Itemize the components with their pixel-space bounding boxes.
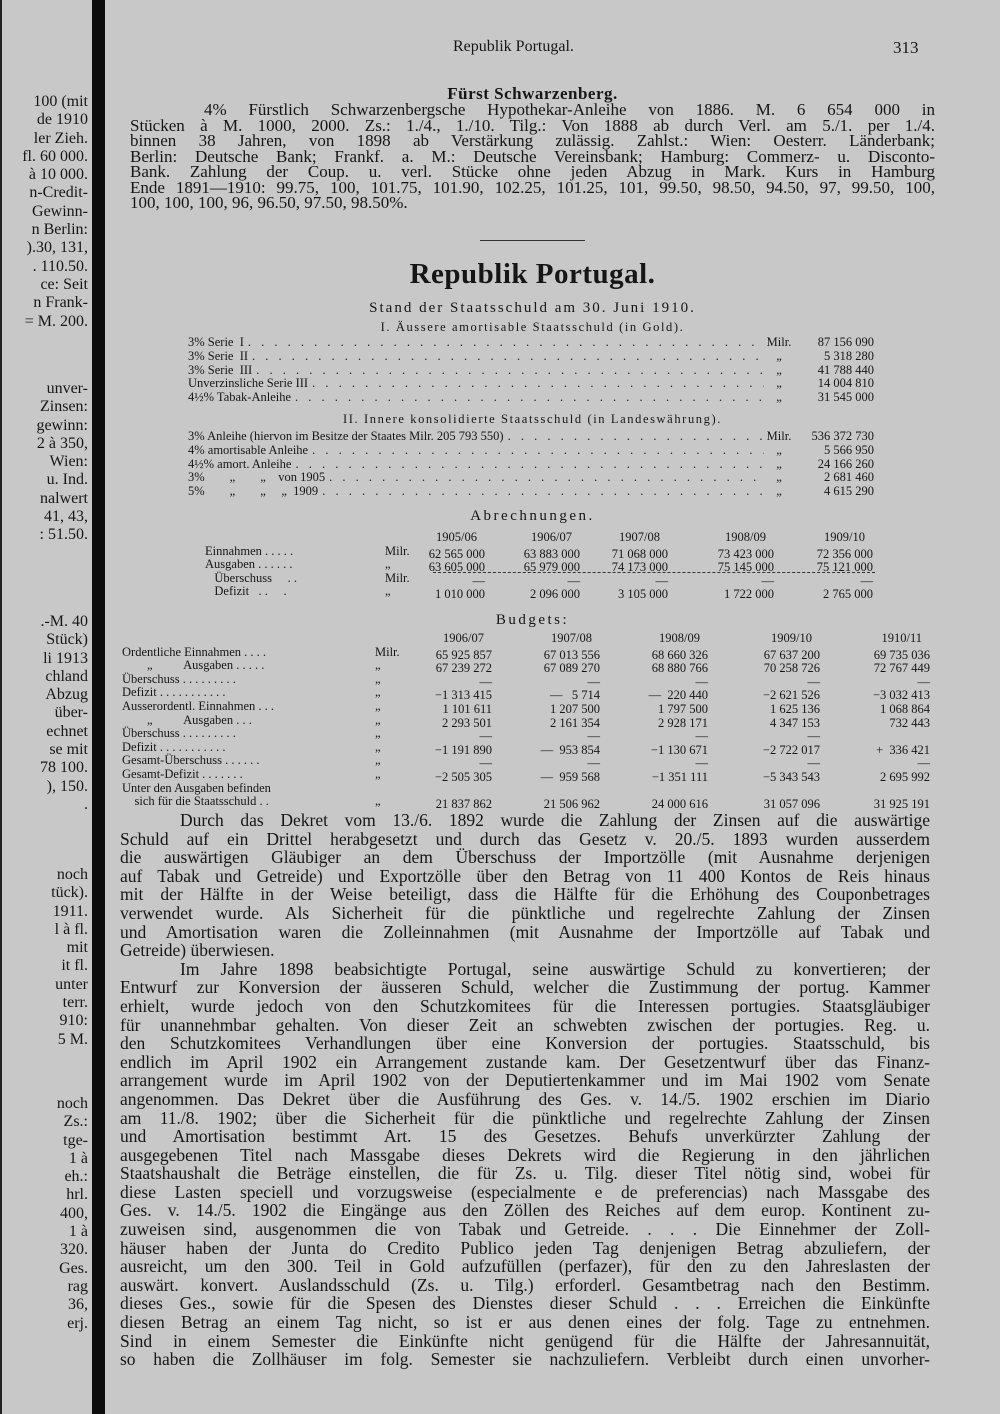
table-row (122, 782, 930, 796)
table-row (122, 658, 930, 676)
margin-fragment-line: 1 à (68, 1149, 88, 1167)
row-label: „ Ausgaben . . . . . (122, 658, 265, 673)
margin-fragment-line: ), 150. (46, 777, 88, 795)
cell-value: 24 000 616 (651, 797, 708, 812)
cell-value: 74 173 000 (611, 560, 668, 575)
debt-unit: „ (776, 348, 782, 363)
cell-value: 75 145 000 (717, 560, 774, 575)
cell-value: — 959 568 (540, 769, 600, 784)
row-unit: „ (375, 671, 381, 686)
margin-fragment-line: nalwert (40, 489, 88, 507)
cell-value: — (587, 756, 600, 771)
margin-fragment-line: 400, (60, 1204, 88, 1222)
row-label: Gesamt-Defizit . . . . . . . (122, 766, 243, 781)
row-label: Ordentliche Einnahmen . . . . (122, 644, 267, 659)
margin-fragment-block (57, 1095, 88, 1333)
debt-value: 536 372 730 (811, 429, 874, 443)
paragraph-line: Ende 1891—1910: 99.75, 100, 101.75, 101.90, 102.25, 101.25, 101, 99.50, 98.50, 94.50, 97, 99.50, 100, (130, 177, 935, 197)
cell-value: 1 722 000 (724, 587, 774, 602)
row-unit: „ (375, 753, 381, 768)
cell-value: −1 313 415 (434, 688, 492, 703)
body-text (120, 811, 930, 1369)
margin-fragment-line: terr. (62, 994, 88, 1012)
cell-value: — (761, 573, 774, 588)
cell-value: 70 258 726 (763, 661, 820, 676)
margin-fragment-line: : 51.50. (39, 526, 88, 544)
margin-fragment-line: über- (54, 704, 88, 722)
column-year: 1908/09 (659, 631, 700, 645)
dot-leader (318, 485, 764, 499)
cell-value: — (807, 756, 820, 771)
debt-label: 3% Serie II (188, 348, 249, 363)
dot-leader (308, 377, 764, 391)
body-text-line: die auswärtigen Gläubiger an dem Überschuss der Importzölle (mit Ausnahme derjenigen (120, 847, 930, 868)
row-label: sich für die Staatsschuld . . (122, 794, 269, 809)
part1-heading: I. Äussere amortisable Staatsschuld (in Gold). (380, 320, 685, 334)
margin-fragment-line: tge- (63, 1131, 88, 1149)
debt-label: 3% Serie III (188, 362, 253, 377)
external-debt-list (188, 336, 874, 405)
cell-value: 31 925 191 (873, 797, 930, 812)
margin-fragment-line: 910: (59, 1012, 88, 1030)
margin-fragment-line: 78 100. (40, 759, 88, 777)
margin-fragment-line: . 110.50. (32, 257, 88, 275)
margin-fragment-line: ).30, 131, (26, 239, 88, 257)
debt-row (188, 471, 874, 485)
cell-value: — (860, 573, 873, 588)
cell-value: −1 130 671 (650, 742, 708, 757)
body-text-line: diesen Betrag an einem Tag nicht, so ist er aus denen eines der folg. Tage zu entnehmen. (120, 1312, 930, 1333)
row-unit: „ (385, 557, 391, 572)
cell-value: 1 797 500 (658, 701, 708, 716)
debt-value: 31 545 000 (817, 390, 874, 405)
table-row (122, 685, 930, 703)
cell-value: — 220 440 (648, 688, 708, 703)
cell-value: — (472, 573, 485, 588)
cell-value: 72 356 000 (816, 546, 873, 561)
debt-unit: Milr. (766, 335, 792, 349)
margin-fragment-line: 100 (mit (33, 93, 88, 110)
debt-label: 5% „ „ „ 1909 (188, 484, 319, 499)
debt-unit: „ (776, 376, 782, 391)
margin-fragment-line: ce: Seit (40, 275, 88, 293)
body-text-line: verwendet wurde. Als Sicherheit für die pünktliche und regelrechte Zahlung der Zinsen (120, 902, 930, 923)
debt-label: 3% Anleihe (hiervon im Besitze der Staates Milr. 205 793 550) (188, 429, 504, 443)
column-year: 1906/07 (531, 530, 572, 544)
body-text-line: Ges. v. 14./5. 1902 die Eingänge aus den Zöllen des Reiches auf dem europ. Kontinent zu- (120, 1200, 930, 1221)
abrechnungen-title: Abrechnungen. (470, 508, 595, 524)
margin-fragment-line: l à fl. (54, 920, 88, 938)
cell-value: 31 057 096 (763, 797, 820, 812)
margin-fragment-line: ler Zieh. (33, 129, 88, 147)
dot-leader (244, 336, 764, 350)
column-year: 1908/09 (725, 530, 766, 544)
cell-value: — (807, 729, 820, 744)
debt-row (188, 458, 874, 472)
scan-left-edge (0, 0, 2, 1414)
cell-value: 67 089 270 (543, 661, 600, 676)
debt-value: 5 318 280 (824, 348, 874, 363)
margin-fragment-line: Zinsen: (40, 398, 88, 416)
row-unit: „ (375, 766, 381, 781)
body-text-line: Durch das Dekret vom 13./6. 1892 wurde die Zahlung der Zinsen auf die auswärtige (180, 810, 930, 830)
column-year: 1909/10 (771, 631, 812, 645)
margin-fragment-line: noch (56, 1095, 88, 1112)
margin-fragment-line: Ges. (59, 1259, 88, 1277)
debt-value: 5 566 950 (824, 442, 874, 457)
body-text-line: mit der Hälfte in der Weise beteiligt, dass die Hälfte für die Erhöhung des Couponbetrages (120, 884, 930, 905)
dot-leader (325, 471, 764, 485)
body-text-line: auf Tabak und Getreide) und Exportzölle über den Betrag von 11 400 Kontos de Reis hinaus (120, 865, 930, 886)
table-row (122, 741, 930, 755)
margin-fragment-line: Gewinn- (32, 202, 88, 220)
cell-value: 75 121 000 (816, 560, 873, 575)
cell-value: 62 565 000 (428, 546, 485, 561)
cell-value: — (695, 729, 708, 744)
body-text-line: den Schutzkomitees Verhandlungen über eine Konversion der portugies. Staatsschuld, bis (120, 1033, 930, 1054)
body-text-line: häuser haben der Junta do Credito Publico jeden Tag denjenigen Betrag abzuliefern, der (120, 1237, 930, 1258)
body-text-line: Schuld auf ein Drittel herabgesetzt und durch das Gesetz v. 20./5. 1893 wurden ausserdem (120, 828, 930, 849)
margin-fragment-line: chland (45, 667, 88, 685)
section-divider (480, 240, 585, 241)
margin-fragment-line: n Berlin: (31, 221, 88, 239)
debt-unit: „ (776, 390, 782, 405)
paragraph-line: Berlin: Deutsche Bank; Frankf. a. M.: Deutsche Vereinsbank; Hamburg: Commerz- u. Disconto- (130, 146, 935, 166)
margin-fragment-line: u. Ind. (46, 471, 88, 489)
binding-gutter-shadow (92, 0, 105, 1414)
body-text-line: und Amortisation waren die Zolleinnahmen (mit Ausnahme der Importzölle auf Tabak und (120, 921, 930, 942)
cell-value: — 5 714 (550, 688, 600, 703)
debt-unit: „ (776, 470, 782, 485)
row-unit: „ (375, 698, 381, 713)
cell-value: 67 013 556 (543, 647, 600, 662)
row-unit: Milr. (385, 543, 410, 558)
debt-label: 3% „ „ von 1905 (188, 470, 326, 485)
margin-fragment-block (36, 380, 88, 545)
dot-leader (252, 364, 764, 378)
cell-value: 67 637 200 (763, 647, 820, 662)
margin-fragment-line: eh.: (64, 1168, 88, 1186)
cell-value: — (587, 729, 600, 744)
margin-fragment-line: tück). (51, 884, 88, 902)
cell-value: 1 207 500 (550, 701, 600, 716)
debt-value: 24 166 260 (817, 456, 874, 471)
cell-value: 2 765 000 (823, 587, 873, 602)
body-text-line: und Amortisation bestimmt Art. 15 des Gesetzes. Behufs unverkürzter Zahlung der (120, 1126, 930, 1147)
cell-value: 63 605 000 (428, 560, 485, 575)
row-unit: „ (375, 685, 381, 700)
margin-fragment-line: de 1910 (36, 111, 88, 129)
margin-fragment-line: li 1913 (43, 649, 88, 667)
cell-value: 3 105 000 (618, 587, 668, 602)
cell-value: 65 979 000 (523, 560, 580, 575)
body-text-line: Entwurf zur Konversion der äusseren Schuld, welcher die Zustimmung der portug. Kammer (120, 977, 930, 998)
column-year: 1905/06 (436, 530, 477, 544)
schwarzenberg-paragraph (130, 102, 935, 211)
row-label: Defizit . . . . . . . . . . . (122, 739, 226, 754)
debt-row (188, 444, 874, 458)
debt-row (188, 364, 874, 378)
row-unit: „ (375, 658, 381, 673)
section-title-portugal: Republik Portugal. (409, 258, 656, 290)
table-row (205, 545, 875, 559)
cell-value: −1 351 111 (651, 769, 708, 784)
section-title-schwarzenberg: Fürst Schwarzenberg. (447, 84, 618, 103)
debt-label: 4½% Tabak-Anleihe (188, 390, 292, 405)
debt-row (188, 485, 874, 499)
margin-fragment-line: erj. (67, 1314, 88, 1332)
row-label: Überschuss . . . . . . . . . (122, 671, 236, 686)
debt-unit: „ (776, 362, 782, 377)
margin-fragment-line: à 10 000. (28, 166, 88, 184)
paragraph-line: binnen 38 Jahren, von 1898 ab Verstärkung zulässig. Zahlst.: Wien: Oesterr. Länderbank; (130, 131, 935, 150)
cell-value: — (917, 756, 930, 771)
cell-value: — (567, 573, 580, 588)
margin-fragment-line: se mit (49, 741, 88, 759)
body-text-line: Im Jahre 1898 beabsichtigte Portugal, seine auswärtige Schuld zu konvertieren; der (180, 958, 930, 979)
row-unit: „ (385, 584, 391, 599)
table-row (122, 646, 930, 660)
table-header-row (205, 531, 875, 545)
row-label: Ausgaben . . . . . . (205, 557, 293, 572)
column-year: 1907/08 (551, 631, 592, 645)
margin-fragment-line: Abzug (45, 686, 88, 704)
margin-fragment-line: noch (56, 866, 88, 883)
body-text-line: zuweisen sind, ausgenommen die von Tabak und Getreide. . . . Die Einnehmer der Zoll- (120, 1219, 930, 1240)
table-row (122, 753, 930, 771)
body-text-line: auswärt. konvert. Auslandsschuld (Zs. u. Tilg.) erforderl. Gesamtbetrag nach den Bestimm. (120, 1274, 930, 1295)
debt-label: 3% Serie I (188, 335, 244, 349)
cell-value: −2 621 526 (762, 688, 820, 703)
row-unit: Milr. (375, 644, 400, 659)
cell-value: — (479, 756, 492, 771)
cell-value: 2 161 354 (550, 715, 600, 730)
margin-fragment-line: 2 à 350, (36, 434, 88, 452)
body-text-line: Getreide) überwiesen. (120, 940, 275, 961)
body-text-line: so haben die Zollhäuser im folg. Semester sie nachzuliefern. Verbleibt durch einen unvorher- (120, 1349, 930, 1370)
margin-fragment-block (22, 93, 88, 331)
row-label: Einnahmen . . . . . (205, 543, 294, 558)
column-year: 1906/07 (443, 631, 484, 645)
cell-value: 73 423 000 (717, 546, 774, 561)
internal-debt-list (188, 430, 874, 499)
row-label: Überschuss . . (205, 570, 298, 585)
debt-value: 2 681 460 (824, 470, 874, 485)
debt-row (188, 391, 874, 405)
cell-value: 65 925 857 (435, 647, 492, 662)
margin-fragment-line: n Frank- (33, 294, 88, 312)
cell-value: 2 293 501 (442, 715, 492, 730)
cell-value: 67 239 272 (435, 661, 492, 676)
cell-value: — (695, 756, 708, 771)
column-year: 1910/11 (881, 631, 922, 645)
table-row (122, 673, 930, 687)
cell-value: — (587, 674, 600, 689)
row-label: „ Ausgaben . . . (122, 712, 252, 727)
margin-fragment-line: echnet (46, 722, 88, 740)
cell-value: 68 660 326 (651, 647, 708, 662)
table-row (205, 572, 875, 586)
body-text-line: Staatshaushalt die Beträge einstellen, die für Zs. u. Tilg. dieser Titel nötig sind, wobei für (120, 1163, 930, 1184)
cell-value: — (917, 674, 930, 689)
cell-value: 4 347 153 (770, 715, 820, 730)
table-row (122, 794, 930, 812)
body-text-line: erhielt, wurde jedoch von den Schutzkomitees für die Interessen portugies. Staatsgläubiger (120, 995, 930, 1016)
margin-fragment-line: 5 M. (57, 1030, 88, 1048)
margin-fragment-line: n-Credit- (29, 184, 88, 202)
cell-value: — (807, 674, 820, 689)
dot-leader (291, 458, 764, 472)
cell-value: −2 505 305 (434, 769, 492, 784)
cell-value: 21 506 962 (543, 797, 600, 812)
cell-value: + 336 421 (876, 742, 930, 757)
table-row (205, 584, 875, 602)
cell-value: 68 880 766 (651, 661, 708, 676)
cell-value: 72 767 449 (873, 661, 930, 676)
dot-leader (248, 350, 764, 364)
body-text-line: angenommen. Das Dekret über die Ausführung des Ges. v. 14./5. 1902 erschien im Diario (120, 1088, 930, 1109)
body-text-line: am 11./8. 1902; über die Sicherheit für die pünktliche und regelrechte Zahlung der Zinsen (120, 1107, 930, 1128)
cell-value: 2 928 171 (658, 715, 708, 730)
row-label: Defizit . . . . . . . . . . . (122, 685, 226, 700)
margin-fragment-line: 320. (60, 1241, 88, 1259)
paragraph-line: Stücken à M. 1000, 2000. Zs.: 1./4., 1./10. Tilg.: Von 1888 ab durch Verl. am 5./1. per 1./4. (130, 115, 935, 135)
body-text-line: arrangement wurde im April 1902 von der Deputiertenkammer und im Mai 1902 vom Senate (120, 1070, 930, 1091)
cell-value: 1 010 000 (435, 587, 485, 602)
debt-label: 4½% amort. Anleihe (188, 456, 292, 471)
debt-unit: „ (776, 484, 782, 499)
body-text-line: Sind in einem Semester die Einkünfte nicht genügend für die Hälfte der Jahresannuität, (120, 1330, 930, 1351)
cell-value: −5 343 543 (762, 769, 820, 784)
column-year: 1907/08 (619, 530, 660, 544)
table-row (122, 768, 930, 782)
budgets-title: Budgets: (495, 612, 570, 628)
paragraph-line: Bank. Zahlung der Coup. u. verl. Stücke ohne jeden Abzug in Mark. Kurs in Hamburg (130, 162, 935, 181)
cell-value: −3 032 413 (872, 688, 930, 703)
table-row (122, 714, 930, 728)
paragraph-line: 100, 100, 100, 96, 96.50, 97.50, 98.50%. (130, 193, 408, 212)
body-text-line: ausreicht, um den 300. Teil in Gold aufzufüllen (perfazer), für den zu den Jahreslasten der (120, 1256, 930, 1277)
margin-fragment-line: .-M. 40 (40, 613, 88, 630)
page-number: 313 (893, 38, 919, 57)
debt-label: 4% amortisable Anleihe (188, 442, 309, 457)
debt-unit: Milr. (766, 429, 792, 443)
margin-fragment-line: 1 à (68, 1223, 88, 1241)
part2-heading: II. Innere konsolidierte Staatsschuld (in Landeswährung). (343, 412, 722, 426)
debt-unit: „ (776, 442, 782, 457)
row-unit: Milr. (385, 570, 410, 585)
row-unit: „ (375, 726, 381, 741)
row-unit: „ (375, 739, 381, 754)
margin-fragment-line: hrl. (66, 1186, 88, 1204)
debt-unit: „ (776, 456, 782, 471)
debt-value: 14 004 810 (817, 376, 874, 391)
abrechnungen-table (205, 530, 875, 602)
row-label: Gesamt-Überschuss . . . . . . (122, 753, 260, 768)
margin-fragment-line: mit (66, 939, 88, 957)
cell-value: — (655, 573, 668, 588)
cell-value: — (695, 674, 708, 689)
paragraph-line: 4% Fürstlich Schwarzenbergsche Hypothekar-Anleihe von 1886. M. 6 654 000 in (204, 100, 935, 119)
cell-value: 1 068 864 (880, 701, 930, 716)
debt-status-subtitle: Stand der Staatsschuld am 30. Juni 1910. (369, 300, 696, 316)
margin-fragment-line: fl. 60 000. (22, 147, 88, 165)
table-row (122, 726, 930, 744)
body-text-line: diese Lasten speciell und vorzugsweise (especialmente e de preferencias) nach Massgabe des (120, 1181, 930, 1202)
margin-fragment-block (40, 613, 88, 814)
margin-fragment-line: unver- (46, 380, 88, 397)
margin-fragment-line: Wien: (49, 453, 88, 471)
body-text-line: dieses Ges., sowie für die Spesen des Dienstes dieser Schuld . . . Erreichen die Einkünfte (120, 1293, 930, 1314)
cell-value: — (479, 729, 492, 744)
cell-value: 2 695 992 (880, 769, 930, 784)
row-label: Ausserordentl. Einnahmen . . . (122, 698, 275, 713)
dot-leader (291, 391, 764, 405)
column-year: 1909/10 (824, 530, 865, 544)
running-head: Republik Portugal. (453, 38, 574, 55)
debt-row (188, 430, 874, 444)
row-label: Überschuss . . . . . . . . . (122, 726, 236, 741)
debt-value: 4 615 290 (824, 484, 874, 499)
cell-value: 63 883 000 (523, 546, 580, 561)
margin-fragment-line: 41, 43, (44, 508, 88, 526)
cell-value: — 953 854 (540, 742, 600, 757)
margin-fragment-line: rag (67, 1277, 88, 1295)
row-label: Unter den Ausgaben befinden (122, 780, 271, 795)
body-text-line: endlich im April 1902 ein Arrangement zustande kam. Der Gesetzentwurf über das Finanz- (120, 1051, 930, 1072)
debt-value: 41 788 440 (817, 362, 874, 377)
cell-value: 732 443 (889, 715, 930, 730)
table-header-row (122, 632, 930, 646)
margin-fragment-line: it fl. (61, 957, 88, 975)
margin-fragment-block (51, 866, 88, 1049)
margin-fragment-line: Stück) (46, 631, 88, 649)
budgets-table (122, 631, 930, 812)
body-text-line: für unannehmbar gehalten. Von dieser Zeit an schwebten zwischen der portugies. Reg. u. (120, 1014, 930, 1035)
margin-fragment-line: = M. 200. (24, 312, 88, 330)
dot-leader (308, 444, 764, 458)
debt-row (188, 350, 874, 364)
debt-label: Unverzinsliche Serie III (188, 376, 309, 391)
cell-value: −1 191 890 (434, 742, 492, 757)
margin-fragment-line: 36, (68, 1296, 88, 1314)
cell-value: 1 101 611 (442, 701, 492, 716)
margin-fragment-line: Zs.: (63, 1113, 88, 1131)
cell-value: 69 735 036 (873, 647, 930, 662)
debt-row (188, 377, 874, 391)
row-unit: „ (375, 794, 381, 809)
table-row (122, 700, 930, 714)
margin-fragment-line: . (84, 795, 88, 813)
margin-fragment-line: 1911. (52, 902, 88, 920)
cell-value: 2 096 000 (530, 587, 580, 602)
cell-value: — (479, 674, 492, 689)
margin-fragment-line: unter (55, 975, 88, 993)
cell-value: 21 837 862 (435, 797, 492, 812)
row-label: Defizit . . . (205, 584, 287, 599)
body-text-line: ausgegebenen Titel nach Massgabe dieses Dekrets wird die Regierung in den jährlichen (120, 1144, 930, 1165)
cell-value: 1 625 136 (770, 701, 820, 716)
row-unit: „ (375, 712, 381, 727)
margin-fragment-line: gewinn: (36, 416, 88, 434)
debt-row (188, 336, 874, 350)
cell-value: 71 068 000 (611, 546, 668, 561)
debt-value: 87 156 090 (817, 335, 874, 349)
dot-leader (504, 430, 764, 444)
cell-value: −2 722 017 (762, 742, 820, 757)
table-row (205, 557, 875, 575)
